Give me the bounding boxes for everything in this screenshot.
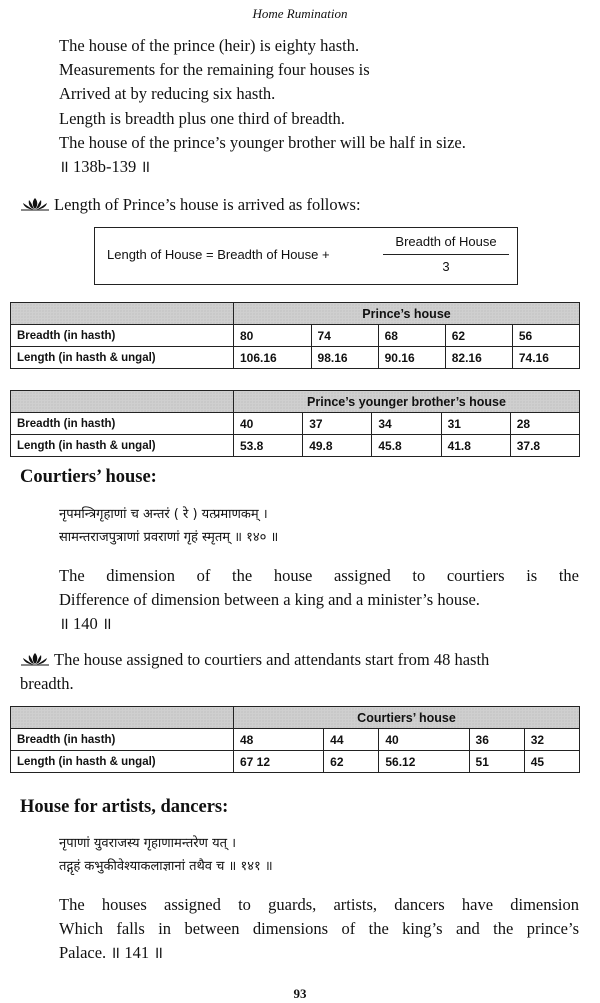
table-row — [11, 751, 580, 773]
sanskrit-line: नृपमन्त्रिगृहाणां च अन्तरं ( रे ) यत्प्रमाणकम् । — [59, 507, 268, 522]
table-cell: 45 — [524, 751, 579, 773]
sanskrit-line: तद्गृहं कभुकीवेश्याकलाज्ञानां तथैव च ॥ १४१ ॥ — [59, 859, 273, 874]
text-line: Measurements for the remaining four houses is — [59, 60, 370, 80]
table-cell: 82.16 — [445, 347, 512, 369]
table-cell: 40 — [234, 413, 303, 435]
table-row — [11, 435, 580, 457]
sanskrit-verse-141 — [59, 832, 273, 878]
table-row — [11, 413, 580, 435]
table-cell: 48 — [234, 729, 324, 751]
table-cell: 41.8 — [441, 435, 510, 457]
row-label: Length (in hasth & ungal) — [11, 435, 234, 457]
row-label: Breadth (in hasth) — [11, 413, 234, 435]
fraction-bar — [383, 254, 509, 255]
table-corner — [11, 303, 234, 325]
table-cell: 31 — [441, 413, 510, 435]
row-label: Length (in hasth & ungal) — [11, 347, 234, 369]
section-heading-artists: House for artists, dancers: — [20, 797, 229, 817]
table-cell: 40 — [379, 729, 469, 751]
table-cell: 74 — [311, 325, 378, 347]
sanskrit-line: सामन्तराजपुत्राणां प्रवराणां गृहं स्मृतम् ॥ १४० ॥ — [59, 530, 279, 545]
row-label: Breadth (in hasth) — [11, 325, 234, 347]
page-number: 93 — [293, 986, 307, 1001]
length-formula — [94, 227, 518, 285]
table-cell: 49.8 — [303, 435, 372, 457]
lotus-icon — [20, 652, 50, 666]
note-text: breadth. — [20, 674, 74, 693]
table-cell: 36 — [469, 729, 524, 751]
note-prince-length — [20, 193, 580, 217]
table-cell: 106.16 — [234, 347, 312, 369]
table-row — [11, 325, 580, 347]
table-row — [11, 729, 580, 751]
table-cell: 56 — [512, 325, 579, 347]
text-line: The houses assigned to guards, artists, dancers have dimension — [59, 895, 579, 914]
verse-number: Palace. ॥ 141 ॥ — [59, 943, 164, 963]
table-cell: 98.16 — [311, 347, 378, 369]
table-corner — [11, 391, 234, 413]
table-title: Prince’s younger brother’s house — [234, 391, 580, 413]
table-cell: 68 — [378, 325, 445, 347]
text-line: Arrived at by reducing six hasth. — [59, 84, 276, 104]
text-line: Difference of dimension between a king and a minister’s house. — [59, 590, 480, 610]
lotus-icon — [20, 197, 50, 211]
table-cell: 74.16 — [512, 347, 579, 369]
text-line: Which falls in between dimensions of the king’s and the prince’s — [59, 919, 579, 939]
table-cell: 32 — [524, 729, 579, 751]
note-text: The house assigned to courtiers and attendants start from 48 hasth — [54, 650, 490, 669]
table-cell: 56.12 — [379, 751, 469, 773]
table-row — [11, 347, 580, 369]
table-cell: 53.8 — [234, 435, 303, 457]
table-cell: 51 — [469, 751, 524, 773]
section-heading-courtiers: Courtiers’ house: — [20, 467, 157, 487]
note-courtiers — [20, 648, 580, 696]
table-corner — [11, 707, 234, 729]
verse-translation-140 — [59, 564, 579, 637]
table-cell: 37.8 — [510, 435, 579, 457]
sanskrit-line: नृपाणां युवराजस्य गृहाणामन्तरेण यत् । — [59, 836, 237, 851]
row-label: Length (in hasth & ungal) — [11, 751, 234, 773]
verse-number: ॥ 138b-139 ॥ — [59, 157, 151, 177]
text-line: The dimension of the house assigned to courtiers is the — [59, 566, 579, 585]
verse-translation-141 — [59, 893, 579, 966]
brother-house-table — [10, 390, 580, 457]
table-cell: 62 — [445, 325, 512, 347]
formula-numerator: Breadth of House — [395, 234, 497, 249]
formula-denominator: 3 — [442, 259, 450, 274]
table-cell: 90.16 — [378, 347, 445, 369]
table-title: Prince’s house — [234, 303, 580, 325]
table-cell: 44 — [324, 729, 379, 751]
running-head: Home Rumination — [252, 6, 348, 21]
table-cell: 45.8 — [372, 435, 441, 457]
formula-fraction — [383, 234, 509, 274]
table-title: Courtiers’ house — [234, 707, 580, 729]
verse-translation-138-139 — [59, 34, 579, 179]
sanskrit-verse-140 — [59, 503, 278, 549]
table-cell: 37 — [303, 413, 372, 435]
note-text: Length of Prince’s house is arrived as follows: — [54, 195, 361, 214]
table-cell: 80 — [234, 325, 312, 347]
text-line: The house of the prince (heir) is eighty hasth. — [59, 36, 360, 55]
table-cell: 67 12 — [234, 751, 324, 773]
text-line: Length is breadth plus one third of breadth. — [59, 108, 345, 128]
prince-house-table — [10, 302, 580, 369]
table-cell: 34 — [372, 413, 441, 435]
formula-lhs: Length of House = Breadth of House + — [107, 247, 330, 262]
table-cell: 62 — [324, 751, 379, 773]
table-cell: 28 — [510, 413, 579, 435]
text-line: The house of the prince’s younger brother will be half in size. — [59, 132, 466, 152]
verse-number: ॥ 140 ॥ — [59, 614, 112, 634]
row-label: Breadth (in hasth) — [11, 729, 234, 751]
courtiers-house-table — [10, 706, 580, 773]
